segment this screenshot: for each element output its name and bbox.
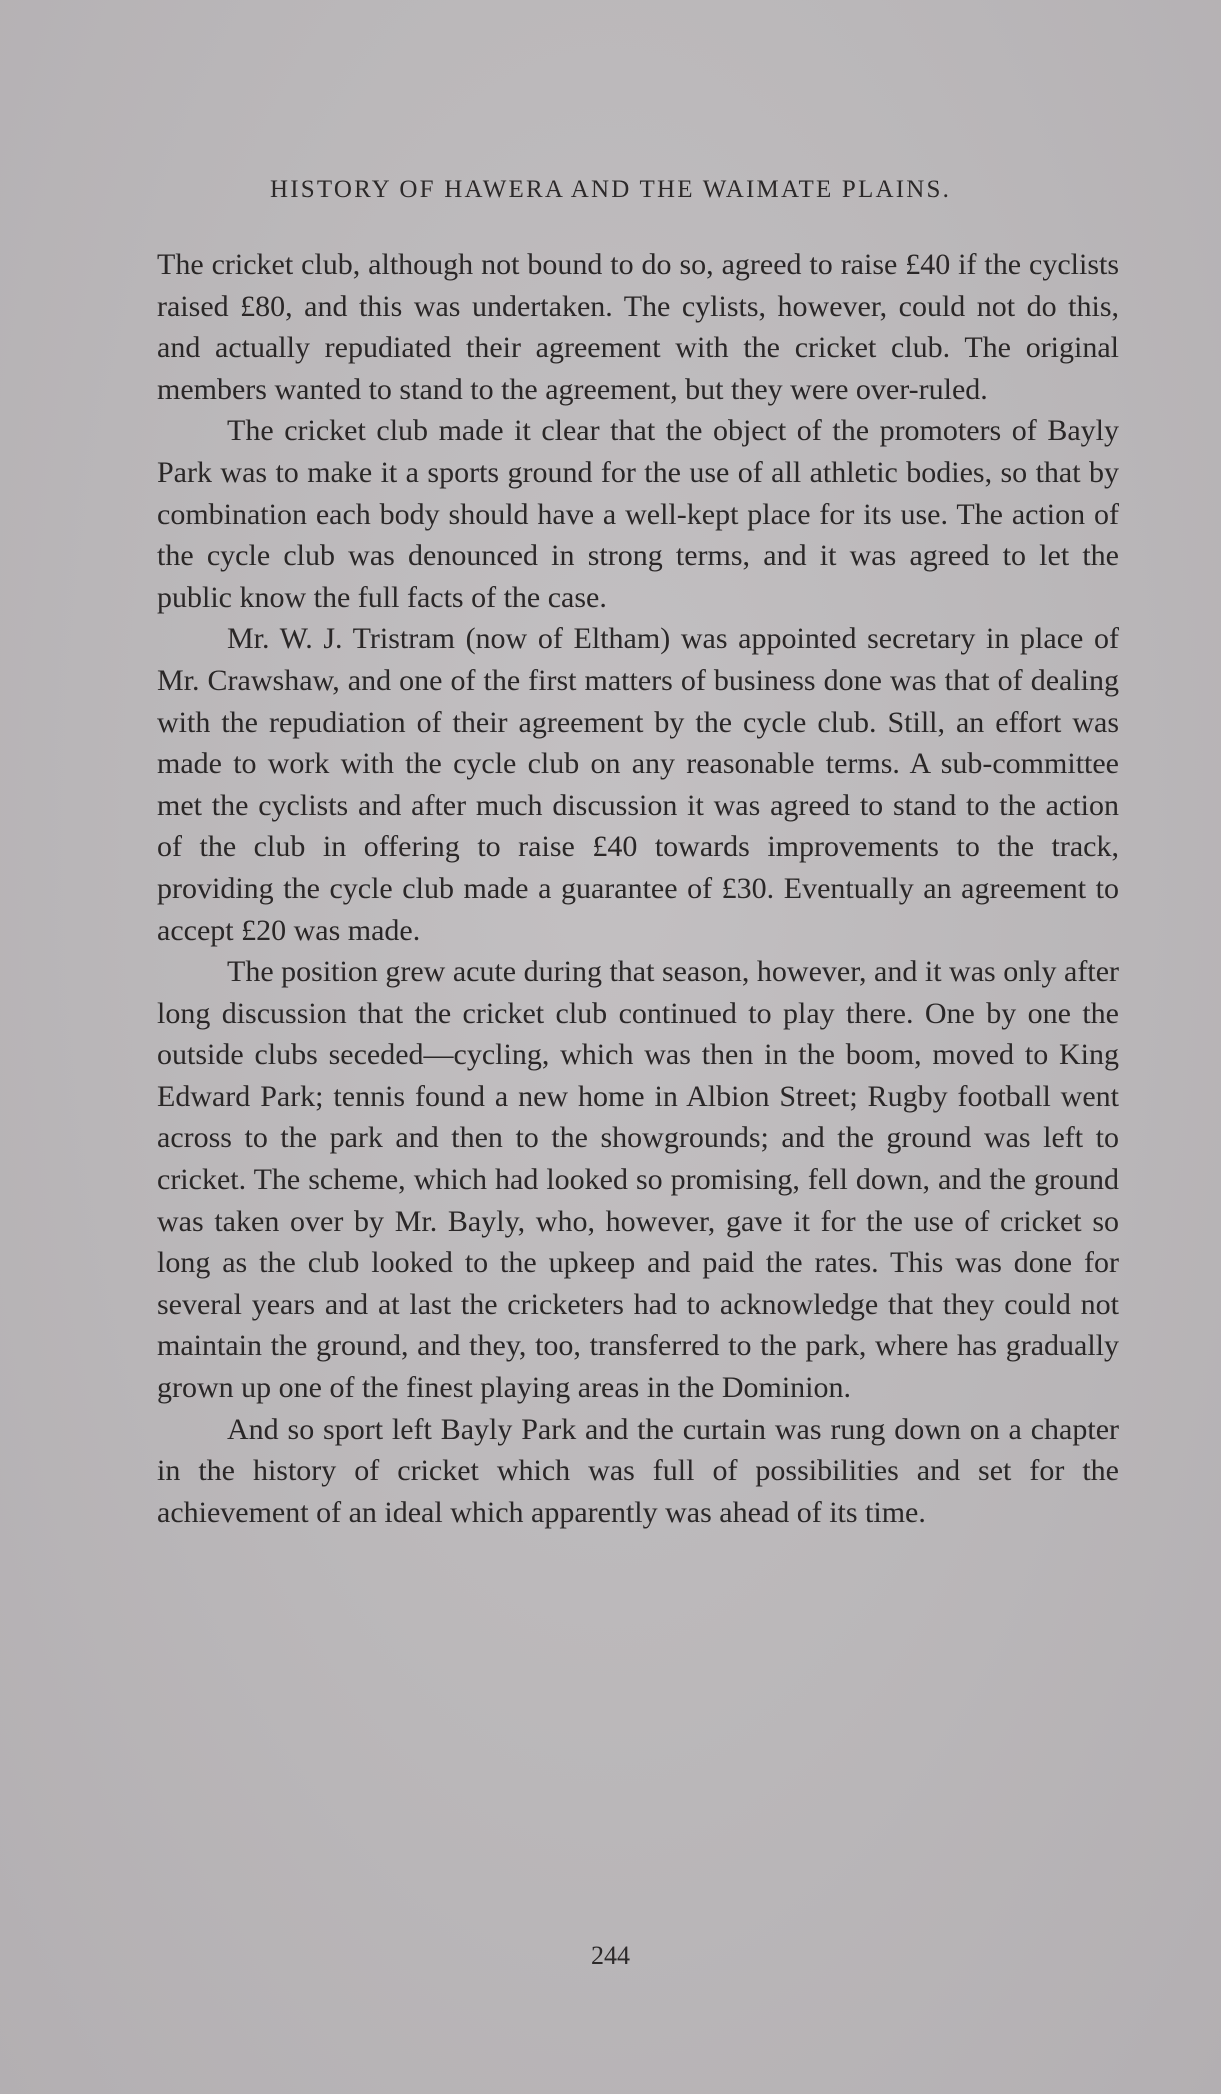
- paragraph-1: The cricket club, although not bound to do so, agreed to raise £40 if the cyclists raised £80, and this was undertaken. The cylists, however, could not do this, and actually repudiated their agreement with the cricket club. The original members wanted to stand to the agreement, but they were over-ruled.: [157, 248, 1119, 406]
- body-text: [157, 244, 1119, 1533]
- running-head: HISTORY OF HAWERA AND THE WAIMATE PLAINS.: [269, 176, 952, 203]
- paragraph-4: The position grew acute during that season, however, and it was only after long discussion that the cricket club continued to play there. One by one the outside clubs seceded—cycling, which was then in the boom, moved to King Edward Park; tennis found a new home in Albion Street; Rugby football went across to the park and then to the showgrounds; and the ground was left to cricket. The scheme, which had looked so promising, fell down, and the ground was taken over by Mr. Bayly, who, however, gave it for the use of cricket so long as the club looked to the upkeep and paid the rates. This was done for several years and at last the cricketers had to acknowledge that they could not maintain the ground, and they, too, transferred to the park, where has gradually grown up one of the finest playing areas in the Dominion.: [157, 955, 1119, 1405]
- paragraph-5: And so sport left Bayly Park and the curtain was rung down on a chapter in the history of cricket which was full of possibilities and set for the achievement of an ideal which apparently was ahead of its time.: [157, 1412, 1119, 1529]
- page-number: 244: [591, 1941, 630, 1970]
- paragraph-2: The cricket club made it clear that the object of the promoters of Bayly Park was to make it a sports ground for the use of all athletic bodies, so that by combination each body should have a well-kept place for its use. The action of the cycle club was denounced in strong terms, and it was agreed to let the public know the full facts of the case.: [157, 414, 1119, 614]
- paragraph-3: Mr. W. J. Tristram (now of Eltham) was appointed secretary in place of Mr. Crawshaw, and one of the first matters of business done was that of dealing with the repudiation of their agreement by the cycle club. Still, an effort was made to work with the cycle club on any reasonable terms. A sub-committee met the cyclists and after much discussion it was agreed to stand to the action of the club in offering to raise £40 towards improvements to the track, providing the cycle club made a guarantee of £30. Eventually an agreement to accept £20 was made.: [157, 622, 1119, 947]
